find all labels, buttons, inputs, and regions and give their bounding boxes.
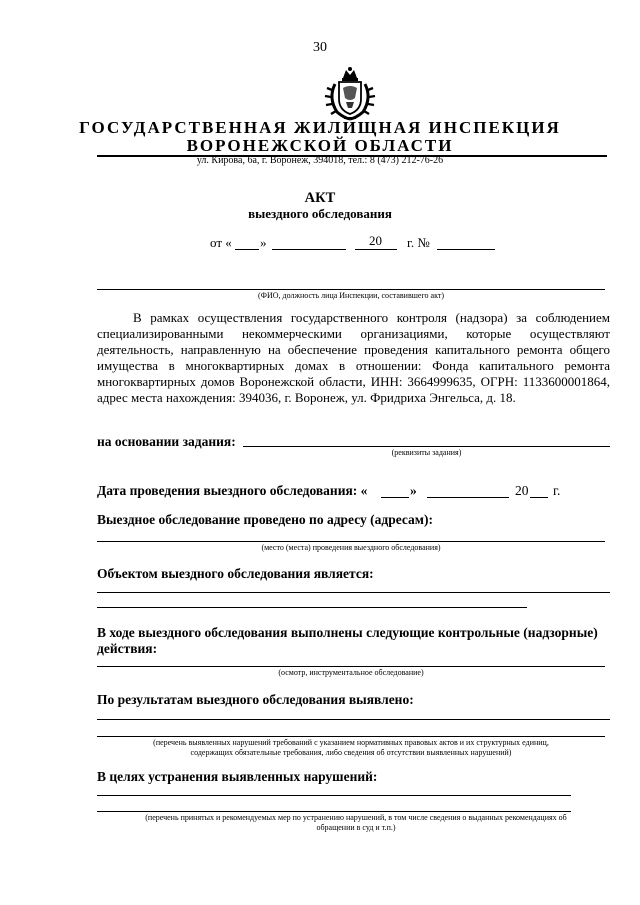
results-heading: По результатам выездного обследования выявлено: — [97, 692, 414, 707]
organization-name-line1: ГОСУДАРСТВЕННАЯ ЖИЛИЩНАЯ ИНСПЕКЦИЯ — [79, 118, 561, 137]
date-prefix: от « — [210, 235, 232, 250]
date-quote-close: » — [260, 235, 267, 250]
object-heading: Объектом выездного обследования является: — [97, 566, 374, 581]
inspector-field[interactable] — [97, 289, 605, 290]
object-field-line2[interactable] — [97, 607, 527, 608]
inspection-date-day-field[interactable] — [381, 497, 409, 498]
act-number-prefix: г. № — [407, 235, 430, 250]
date-year-prefix: 20 — [369, 233, 382, 248]
organization-address: ул. Кирова, 6а, г. Воронеж, 394018, тел.: 8 (473) 212-76-26 — [196, 155, 444, 166]
document-title: АКТ — [304, 190, 336, 206]
actions-field[interactable] — [97, 666, 605, 667]
address-caption: (место (места) проведения выездного обследования) — [261, 543, 441, 552]
act-number-field[interactable] — [437, 249, 495, 250]
basis-label: на основании задания: — [97, 434, 236, 449]
actions-heading-line1: В ходе выездного обследования выполнены следующие контрольные (надзорные) — [97, 625, 598, 640]
date-day-field[interactable] — [235, 249, 259, 250]
address-field[interactable] — [97, 541, 605, 542]
date-year-underline — [355, 249, 397, 250]
intro-paragraph: В рамках осуществления государственного контроля (надзора) за соблюдением специализированными некоммерческими организациями, которые осуществляют деятельность, направленную на обеспечение проведения капитального ремонта общего имущества в многоквартирных домах в отношении: Фонда капитального ремонта многоквартирных домов Воронежской области, ИНН: 3664999635, ОГРН: 1133600001864, адрес места нахождения: 394036, г. Воронеж, ул. Фридриха Энгельса, д. 18. — [97, 310, 610, 405]
remedy-field-line1[interactable] — [97, 795, 571, 796]
actions-heading-line2: действия: — [97, 641, 158, 656]
remedy-heading: В целях устранения выявленных нарушений: — [97, 769, 378, 784]
results-field-line1[interactable] — [97, 719, 610, 720]
actions-caption: (осмотр, инструментальное обследование) — [278, 668, 424, 677]
inspection-date-label: Дата проведения выездного обследования: « — [97, 483, 368, 498]
inspection-date-year-prefix: 20 — [515, 483, 529, 498]
object-field-line1[interactable] — [97, 592, 610, 593]
inspection-date-month-field[interactable] — [427, 497, 509, 498]
inspection-date-suffix: г. — [553, 483, 561, 498]
document-subtitle: выездного обследования — [248, 206, 392, 221]
inspection-date-year-field[interactable] — [530, 497, 548, 498]
basis-caption: (реквизиты задания) — [391, 448, 462, 457]
inspector-caption: (ФИО, должность лица Инспекции, составившего акт) — [257, 291, 445, 300]
address-heading: Выездное обследование проведено по адресу (адресам): — [97, 512, 433, 527]
basis-field[interactable] — [243, 446, 610, 447]
remedy-field-line2[interactable] — [97, 811, 571, 812]
results-caption-line2: содержащих обязательные требования, либо сведения об отсутствии выявленных нарушений) — [190, 748, 512, 757]
results-field-line2[interactable] — [97, 736, 605, 737]
inspection-date-quote-close: » — [410, 483, 417, 498]
coat-of-arms-icon — [322, 66, 378, 122]
page-number: 30 — [313, 40, 327, 55]
remedy-caption-line2: обращении в суд и т.п.) — [316, 823, 396, 832]
date-month-field[interactable] — [272, 249, 346, 250]
remedy-caption-line1: (перечень принятых и рекомендуемых мер по устранению нарушений, в том числе сведения о выданных рекомендациях об — [145, 813, 567, 822]
results-caption-line1: (перечень выявленных нарушений требований с указанием нормативных правовых актов и их структурных единиц, — [153, 738, 549, 747]
organization-name-line2: ВОРОНЕЖСКОЙ ОБЛАСТИ — [186, 136, 454, 155]
